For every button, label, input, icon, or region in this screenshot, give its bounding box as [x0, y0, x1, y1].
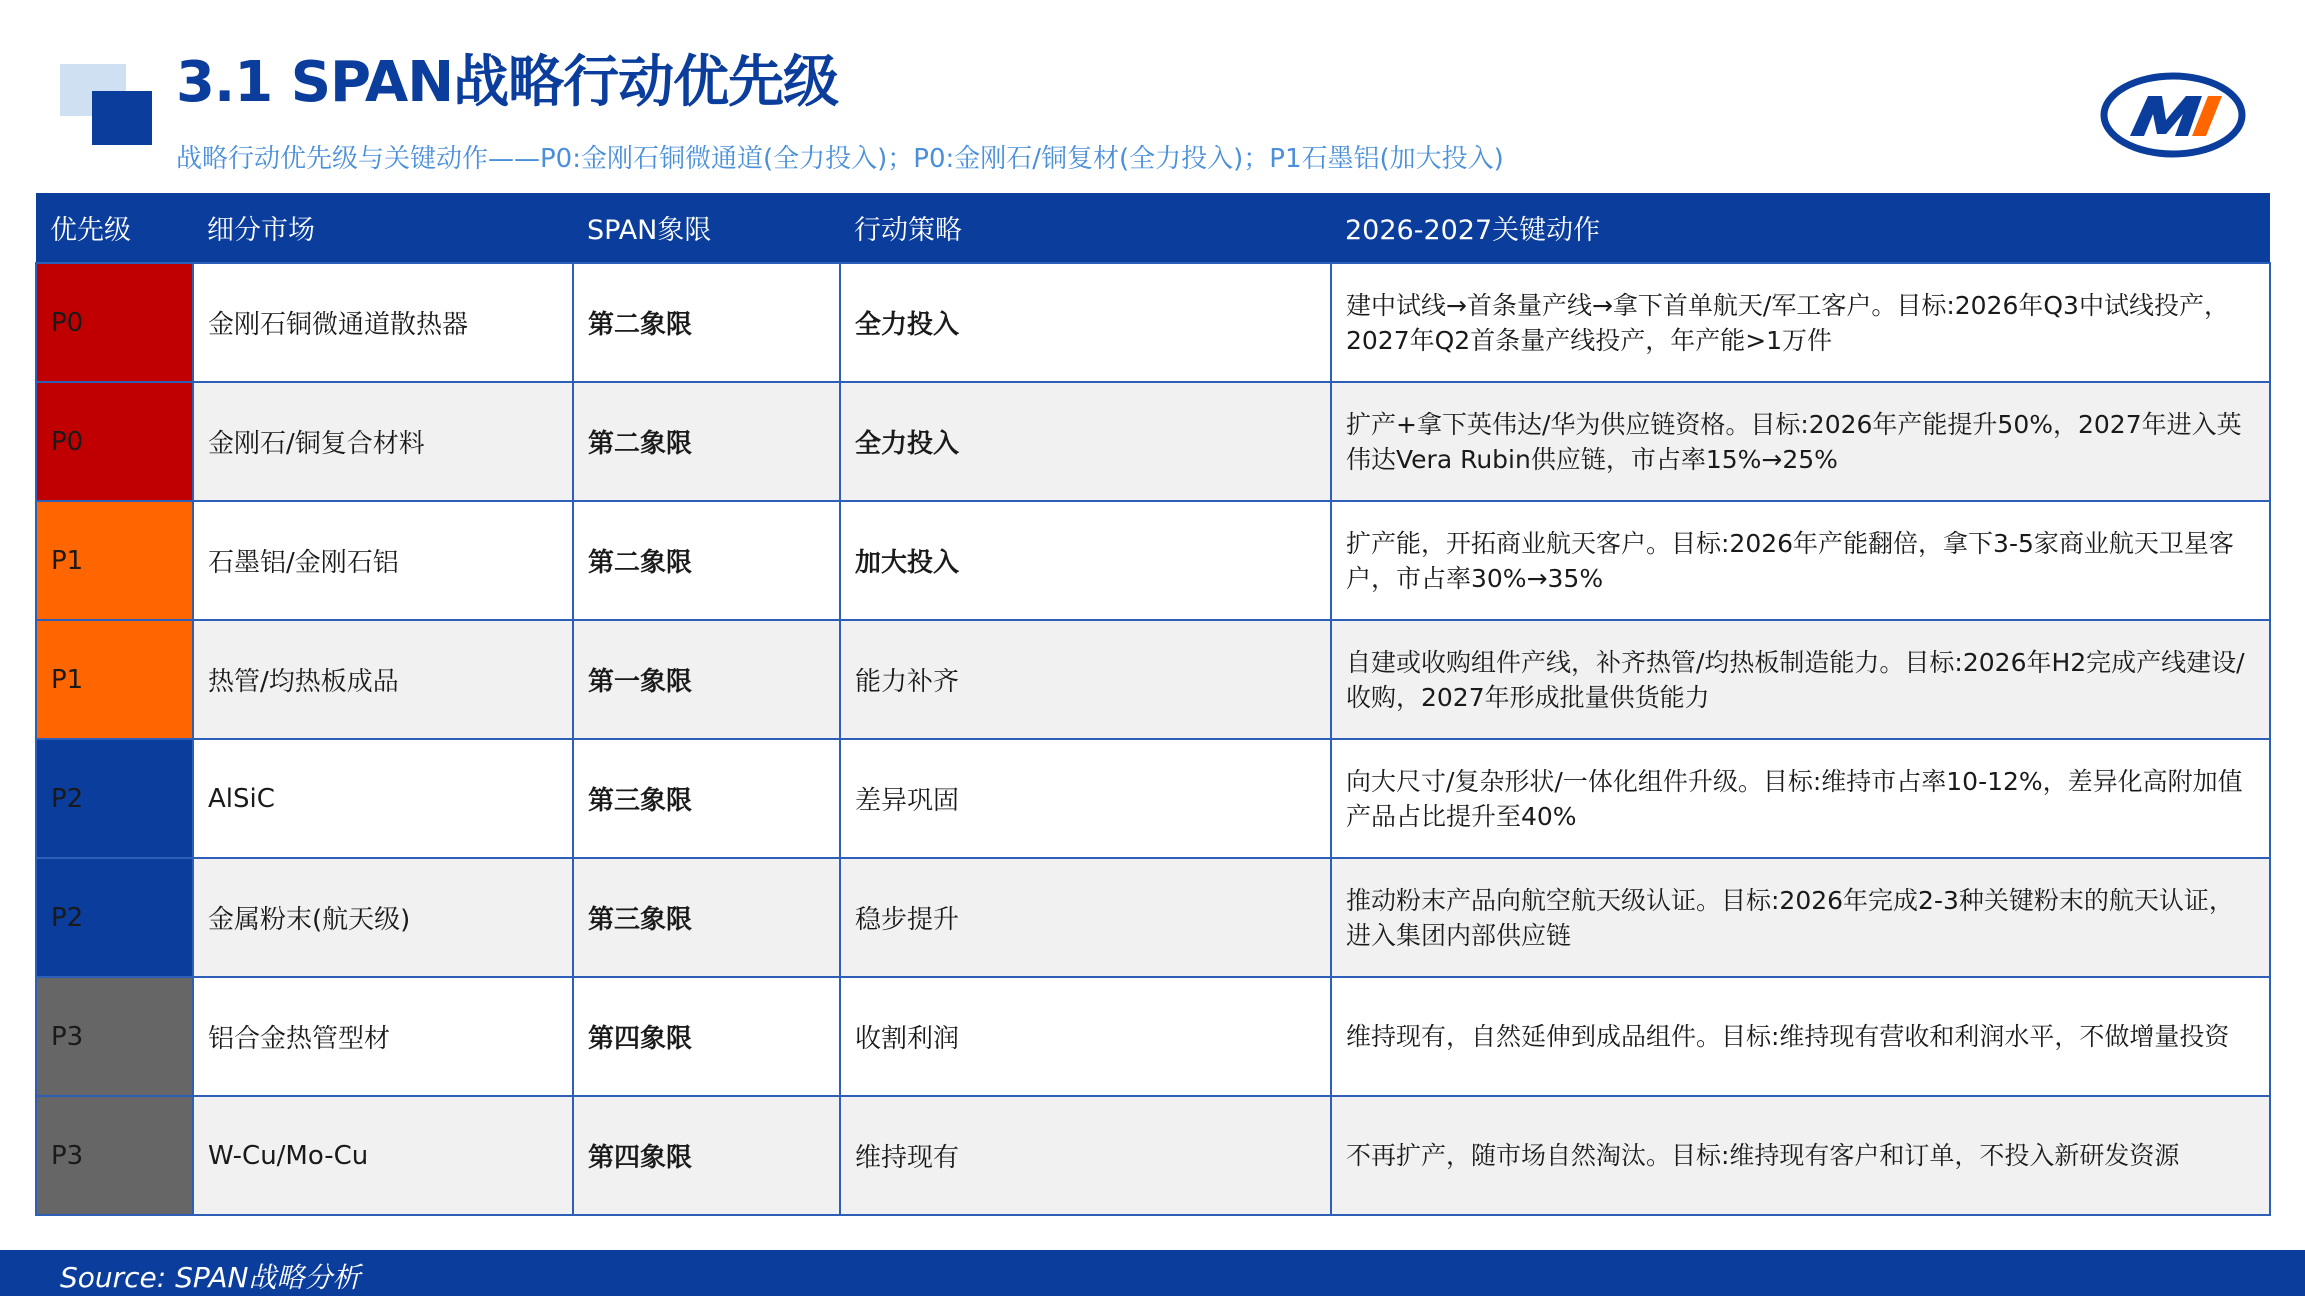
table-header-row — [36, 193, 2270, 263]
priority-cell: P0 — [36, 382, 193, 501]
header-market: 细分市场 — [193, 193, 573, 263]
priority-cell: P2 — [36, 858, 193, 977]
quadrant-cell: 第二象限 — [573, 263, 840, 382]
quadrant-cell: 第二象限 — [573, 501, 840, 620]
strategy-cell: 全力投入 — [840, 263, 1331, 382]
strategy-cell: 全力投入 — [840, 382, 1331, 501]
header-quadrant: SPAN象限 — [573, 193, 840, 263]
action-cell: 扩产能，开拓商业航天客户。目标:2026年产能翻倍，拿下3-5家商业航天卫星客户，市占率30%→35% — [1331, 501, 2270, 620]
footer-bar — [0, 1250, 2305, 1296]
market-cell: 热管/均热板成品 — [193, 620, 573, 739]
table-row — [36, 382, 2270, 501]
action-cell: 自建或收购组件产线，补齐热管/均热板制造能力。目标:2026年H2完成产线建设/收购，2027年形成批量供货能力 — [1331, 620, 2270, 739]
quadrant-cell: 第四象限 — [573, 1096, 840, 1215]
quadrant-cell: 第二象限 — [573, 382, 840, 501]
market-cell: 金属粉末(航天级) — [193, 858, 573, 977]
quadrant-cell: 第三象限 — [573, 858, 840, 977]
market-cell: 石墨铝/金刚石铝 — [193, 501, 573, 620]
table-row — [36, 858, 2270, 977]
header-strategy: 行动策略 — [840, 193, 1331, 263]
strategy-cell: 稳步提升 — [840, 858, 1331, 977]
action-cell: 向大尺寸/复杂形状/一体化组件升级。目标:维持市占率10-12%，差异化高附加值产品占比提升至40% — [1331, 739, 2270, 858]
market-cell: AlSiC — [193, 739, 573, 858]
table-row — [36, 977, 2270, 1096]
title-decoration-dark — [92, 91, 152, 145]
action-cell: 建中试线→首条量产线→拿下首单航天/军工客户。目标:2026年Q3中试线投产，2027年Q2首条量产线投产，年产能>1万件 — [1331, 263, 2270, 382]
priority-cell: P3 — [36, 1096, 193, 1215]
priority-cell: P1 — [36, 620, 193, 739]
priority-table — [35, 193, 2271, 1216]
quadrant-cell: 第四象限 — [573, 977, 840, 1096]
action-cell: 不再扩产，随市场自然淘汰。目标:维持现有客户和订单，不投入新研发资源 — [1331, 1096, 2270, 1215]
table-row — [36, 263, 2270, 382]
priority-cell: P3 — [36, 977, 193, 1096]
page-title: 3.1 SPAN战略行动优先级 — [176, 50, 839, 115]
strategy-cell: 收割利润 — [840, 977, 1331, 1096]
market-cell: 金刚石/铜复合材料 — [193, 382, 573, 501]
table-row — [36, 739, 2270, 858]
strategy-cell: 差异巩固 — [840, 739, 1331, 858]
priority-cell: P1 — [36, 501, 193, 620]
header-priority: 优先级 — [36, 193, 193, 263]
table-row — [36, 501, 2270, 620]
table-row — [36, 1096, 2270, 1215]
priority-cell: P2 — [36, 739, 193, 858]
action-cell: 维持现有，自然延伸到成品组件。目标:维持现有营收和利润水平，不做增量投资 — [1331, 977, 2270, 1096]
market-cell: 金刚石铜微通道散热器 — [193, 263, 573, 382]
strategy-cell: 能力补齐 — [840, 620, 1331, 739]
table-row — [36, 620, 2270, 739]
quadrant-cell: 第三象限 — [573, 739, 840, 858]
source-note: Source: SPAN战略分析 — [60, 1261, 361, 1294]
company-logo-icon — [2100, 72, 2246, 158]
strategy-cell: 维持现有 — [840, 1096, 1331, 1215]
market-cell: 铝合金热管型材 — [193, 977, 573, 1096]
market-cell: W-Cu/Mo-Cu — [193, 1096, 573, 1215]
action-cell: 推动粉末产品向航空航天级认证。目标:2026年完成2-3种关键粉末的航天认证，进入集团内部供应链 — [1331, 858, 2270, 977]
action-cell: 扩产+拿下英伟达/华为供应链资格。目标:2026年产能提升50%，2027年进入英伟达Vera Rubin供应链，市占率15%→25% — [1331, 382, 2270, 501]
quadrant-cell: 第一象限 — [573, 620, 840, 739]
page-subtitle: 战略行动优先级与关键动作——P0:金刚石铜微通道(全力投入)；P0:金刚石/铜复材(全力投入)；P1石墨铝(加大投入) — [176, 144, 1504, 174]
strategy-cell: 加大投入 — [840, 501, 1331, 620]
header-actions: 2026-2027关键动作 — [1331, 193, 2270, 263]
priority-cell: P0 — [36, 263, 193, 382]
